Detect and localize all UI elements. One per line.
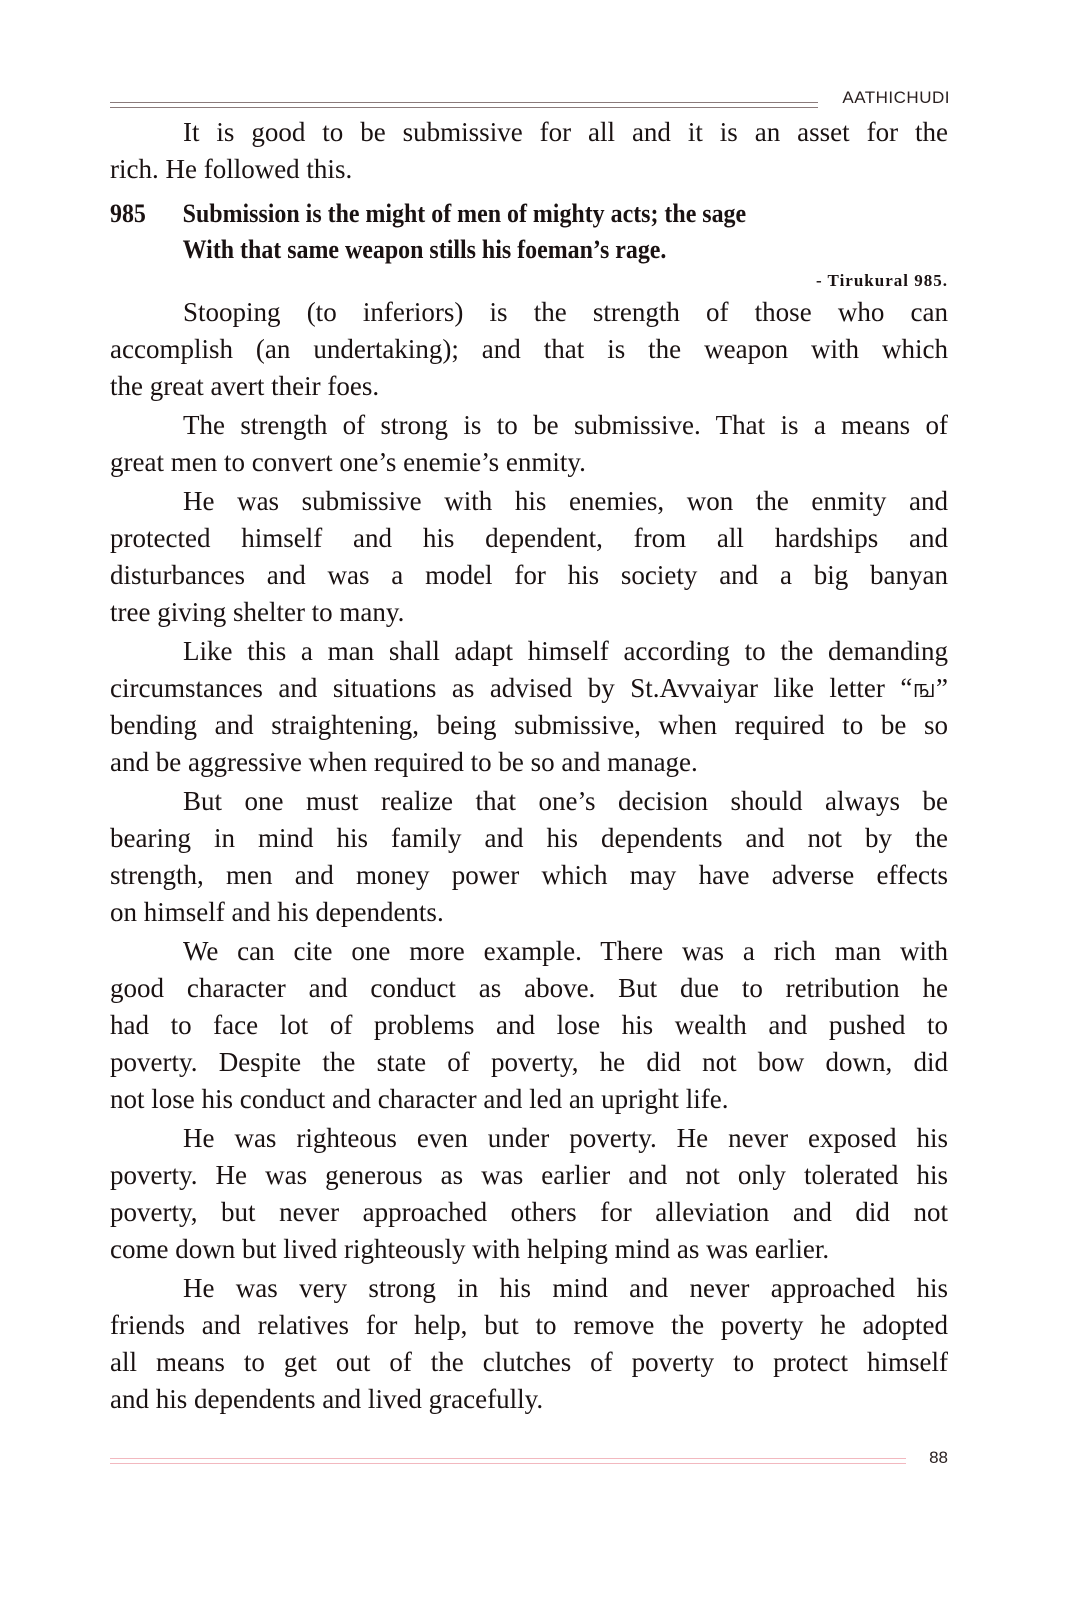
verse-text: With that same weapon stills his foeman’s rage. bbox=[182, 235, 667, 264]
paragraph-line: come down but lived righteously with helping mind as was earlier. bbox=[110, 1234, 830, 1264]
paragraph bbox=[110, 1270, 948, 1418]
paragraph-line: the great avert their foes. bbox=[110, 371, 380, 401]
paragraph-line: poverty, but never approached others for alleviation and did not bbox=[110, 1197, 948, 1227]
verse-line bbox=[110, 232, 881, 268]
paragraph-line: But one must realize that one’s decision should always be bbox=[183, 786, 948, 816]
footer-rule bbox=[110, 1458, 906, 1464]
paragraph-line: bending and straightening, being submissive, when required to be so bbox=[110, 710, 948, 740]
paragraph-line: not lose his conduct and character and led an upright life. bbox=[110, 1084, 729, 1114]
paragraph-line: We can cite one more example. There was a rich man with bbox=[183, 936, 948, 966]
paragraph bbox=[110, 783, 948, 931]
paragraph-line: Like this a man shall adapt himself according to the demanding bbox=[183, 636, 948, 666]
verse-line bbox=[110, 196, 881, 232]
verse-block bbox=[110, 196, 948, 294]
paragraph-line: rich. He followed this. bbox=[110, 154, 353, 184]
paragraph bbox=[110, 933, 948, 1118]
verse-citation: - Tirukural 985. bbox=[815, 271, 948, 290]
header-rule bbox=[110, 102, 818, 108]
paragraph-line: The strength of strong is to be submissive. That is a means of bbox=[183, 410, 948, 440]
paragraph bbox=[110, 407, 948, 481]
paragraph-line: bearing in mind his family and his dependents and not by the bbox=[110, 823, 948, 853]
paragraph-line: and his dependents and lived gracefully. bbox=[110, 1384, 544, 1414]
paragraph-line: and be aggressive when required to be so and manage. bbox=[110, 747, 698, 777]
paragraph-line: strength, men and money power which may have adverse effects bbox=[110, 860, 948, 890]
paragraph-line: friends and relatives for help, but to remove the poverty he adopted bbox=[110, 1310, 948, 1340]
paragraph-line: all means to get out of the clutches of poverty to protect himself bbox=[110, 1347, 948, 1377]
paragraph-line: tree giving shelter to many. bbox=[110, 597, 405, 627]
paragraph bbox=[110, 483, 948, 631]
paragraph-line: He was very strong in his mind and never approached his bbox=[183, 1273, 948, 1303]
paragraph-line: circumstances and situations as advised by St.Avvaiyar like letter “ங” bbox=[110, 673, 948, 703]
page-number: 88 bbox=[929, 1448, 948, 1467]
verse-text: Submission is the might of men of mighty acts; the sage bbox=[182, 199, 747, 228]
paragraph-line: had to face lot of problems and lose his wealth and pushed to bbox=[110, 1010, 948, 1040]
paragraph-line: accomplish (an undertaking); and that is the weapon with which bbox=[110, 334, 948, 364]
page-footer bbox=[110, 1448, 950, 1472]
paragraph-line: He was submissive with his enemies, won the enmity and bbox=[183, 486, 948, 516]
paragraph bbox=[110, 294, 948, 405]
intro-paragraph bbox=[110, 114, 948, 188]
running-header bbox=[110, 88, 950, 112]
paragraph bbox=[110, 633, 948, 781]
paragraph-line: great men to convert one’s enemie’s enmity. bbox=[110, 447, 586, 477]
verse-number: 985 bbox=[110, 199, 146, 228]
paragraph-line: protected himself and his dependent, from all hardships and bbox=[110, 523, 948, 553]
paragraph-line: on himself and his dependents. bbox=[110, 897, 444, 927]
paragraph-line: good character and conduct as above. But due to retribution he bbox=[110, 973, 948, 1003]
header-title: AATHICHUDI bbox=[842, 88, 950, 107]
page-body bbox=[110, 114, 948, 1420]
paragraph-line: disturbances and was a model for his society and a big banyan bbox=[110, 560, 948, 590]
paragraph-line: poverty. He was generous as was earlier and not only tolerated his bbox=[110, 1160, 948, 1190]
paragraph-line: poverty. Despite the state of poverty, he did not bow down, did bbox=[110, 1047, 948, 1077]
paragraph-line: Stooping (to inferiors) is the strength of those who can bbox=[183, 297, 948, 327]
paragraph-line: It is good to be submissive for all and it is an asset for the bbox=[183, 117, 948, 147]
paragraph bbox=[110, 1120, 948, 1268]
paragraphs bbox=[110, 294, 948, 1418]
paragraph-line: He was righteous even under poverty. He never exposed his bbox=[183, 1123, 948, 1153]
